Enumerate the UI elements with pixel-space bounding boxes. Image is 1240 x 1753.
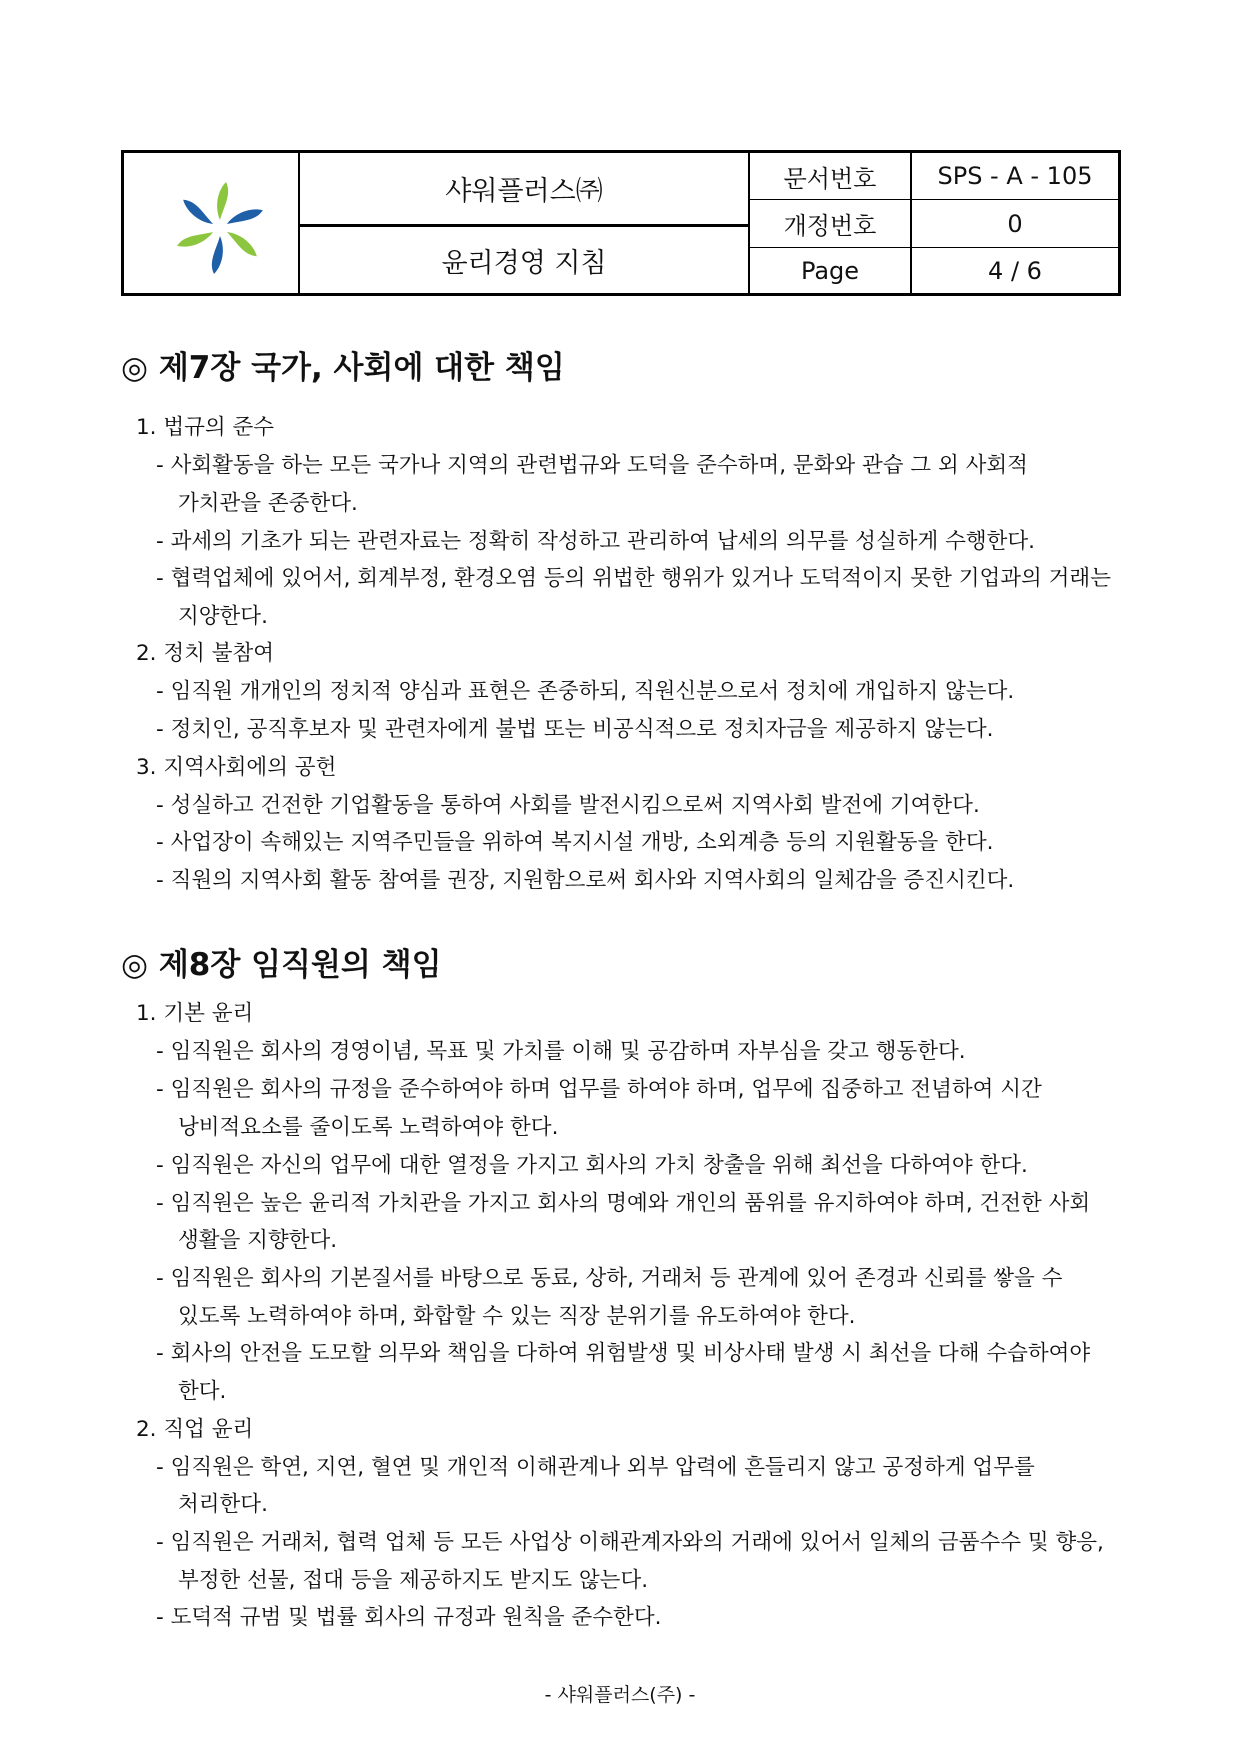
bullet-line: - 정치인, 공직후보자 및 관련자에게 불법 또는 비공식적으로 정치자금을 제공하지 않는다.	[156, 717, 994, 742]
bullet-line: - 성실하고 건전한 기업활동을 통하여 사회를 발전시킴으로써 지역사회 발전에 기여한다.	[156, 793, 980, 818]
bullet-line-cont: 가치관을 존중한다.	[178, 491, 358, 516]
bullet-line-cont: 지양한다.	[178, 604, 268, 629]
chapter-8-title: ◎ 제8장 임직원의 책임	[121, 947, 442, 983]
page-footer: - 샤워플러스(주) -	[544, 1684, 696, 1706]
bullet-line: - 임직원은 높은 윤리적 가치관을 가지고 회사의 명예와 개인의 품위를 유지하여야 하며, 건전한 사회	[156, 1191, 1091, 1216]
company-logo-icon	[170, 178, 270, 278]
bullet-line: - 임직원은 거래처, 협력 업체 등 모든 사업상 이해관계자와의 거래에 있어서 일체의 금품수수 및 향응,	[156, 1530, 1104, 1555]
doc-number-value: SPS - A - 105	[937, 162, 1093, 190]
bullet-line: - 직원의 지역사회 활동 참여를 권장, 지원함으로써 회사와 지역사회의 일체감을 증진시킨다.	[156, 868, 1015, 893]
section-title: 1. 기본 윤리	[136, 1001, 254, 1026]
bullet-line: - 과세의 기초가 되는 관련자료는 정확히 작성하고 관리하여 납세의 의무를 성실하게 수행한다.	[156, 529, 1035, 554]
page-value: 4 / 6	[988, 256, 1042, 285]
revision-label: 개정번호	[783, 212, 877, 240]
bullet-line: - 사회활동을 하는 모든 국가나 지역의 관련법규와 도덕을 준수하며, 문화와 관습 그 외 사회적	[156, 453, 1028, 478]
document-title: 윤리경영 지침	[441, 247, 607, 279]
bullet-line: - 임직원은 회사의 기본질서를 바탕으로 동료, 상하, 거래처 등 관계에 있어 존경과 신뢰를 쌓을 수	[156, 1266, 1063, 1291]
page-label: Page	[800, 256, 860, 285]
revision-value: 0	[1007, 209, 1023, 238]
bullet-line: - 임직원 개개인의 정치적 양심과 표현은 존중하되, 직원신분으로서 정치에 개입하지 않는다.	[156, 679, 1015, 704]
company-name: 샤워플러스㈜	[445, 176, 603, 207]
bullet-line: - 회사의 안전을 도모할 의무와 책임을 다하여 위험발생 및 비상사태 발생 시 최선을 다해 수습하여야	[156, 1341, 1091, 1366]
section-title: 2. 직업 윤리	[136, 1417, 254, 1442]
document-header-table	[121, 150, 1121, 296]
bullet-line-cont: 한다.	[178, 1379, 227, 1404]
bullet-line: - 협력업체에 있어서, 회계부정, 환경오염 등의 위법한 행위가 있거나 도덕적이지 못한 기업과의 거래는	[156, 566, 1111, 591]
doc-number-label: 문서번호	[783, 164, 877, 193]
chapter-7-title: ◎ 제7장 국가, 사회에 대한 책임	[121, 350, 565, 386]
bullet-line: - 임직원은 자신의 업무에 대한 열정을 가지고 회사의 가치 창출을 위해 최선을 다하여야 한다.	[156, 1153, 1028, 1178]
section-title: 2. 정치 불참여	[136, 641, 275, 666]
bullet-line: - 임직원은 회사의 경영이념, 목표 및 가치를 이해 및 공감하며 자부심을 갖고 행동한다.	[156, 1039, 966, 1064]
bullet-line-cont: 있도록 노력하여야 하며, 화합할 수 있는 직장 분위기를 유도하여야 한다.	[178, 1304, 856, 1329]
bullet-line: - 임직원은 회사의 규정을 준수하여야 하며 업무를 하여야 하며, 업무에 집중하고 전념하여 시간	[156, 1077, 1042, 1102]
section-title: 1. 법규의 준수	[136, 415, 275, 440]
bullet-line: - 임직원은 학연, 지연, 혈연 및 개인적 이해관계나 외부 압력에 흔들리지 않고 공정하게 업무를	[156, 1455, 1035, 1480]
bullet-line-cont: 부정한 선물, 접대 등을 제공하지도 받지도 않는다.	[178, 1568, 649, 1593]
section-title: 3. 지역사회에의 공헌	[136, 755, 337, 780]
bullet-line-cont: 낭비적요소를 줄이도록 노력하여야 한다.	[178, 1115, 559, 1140]
bullet-line-cont: 생활을 지향한다.	[178, 1228, 338, 1253]
bullet-line-cont: 처리한다.	[178, 1492, 268, 1517]
bullet-line: - 도덕적 규범 및 법률 회사의 규정과 원칙을 준수한다.	[156, 1605, 662, 1630]
bullet-line: - 사업장이 속해있는 지역주민들을 위하여 복지시설 개방, 소외계층 등의 지원활동을 한다.	[156, 830, 994, 855]
